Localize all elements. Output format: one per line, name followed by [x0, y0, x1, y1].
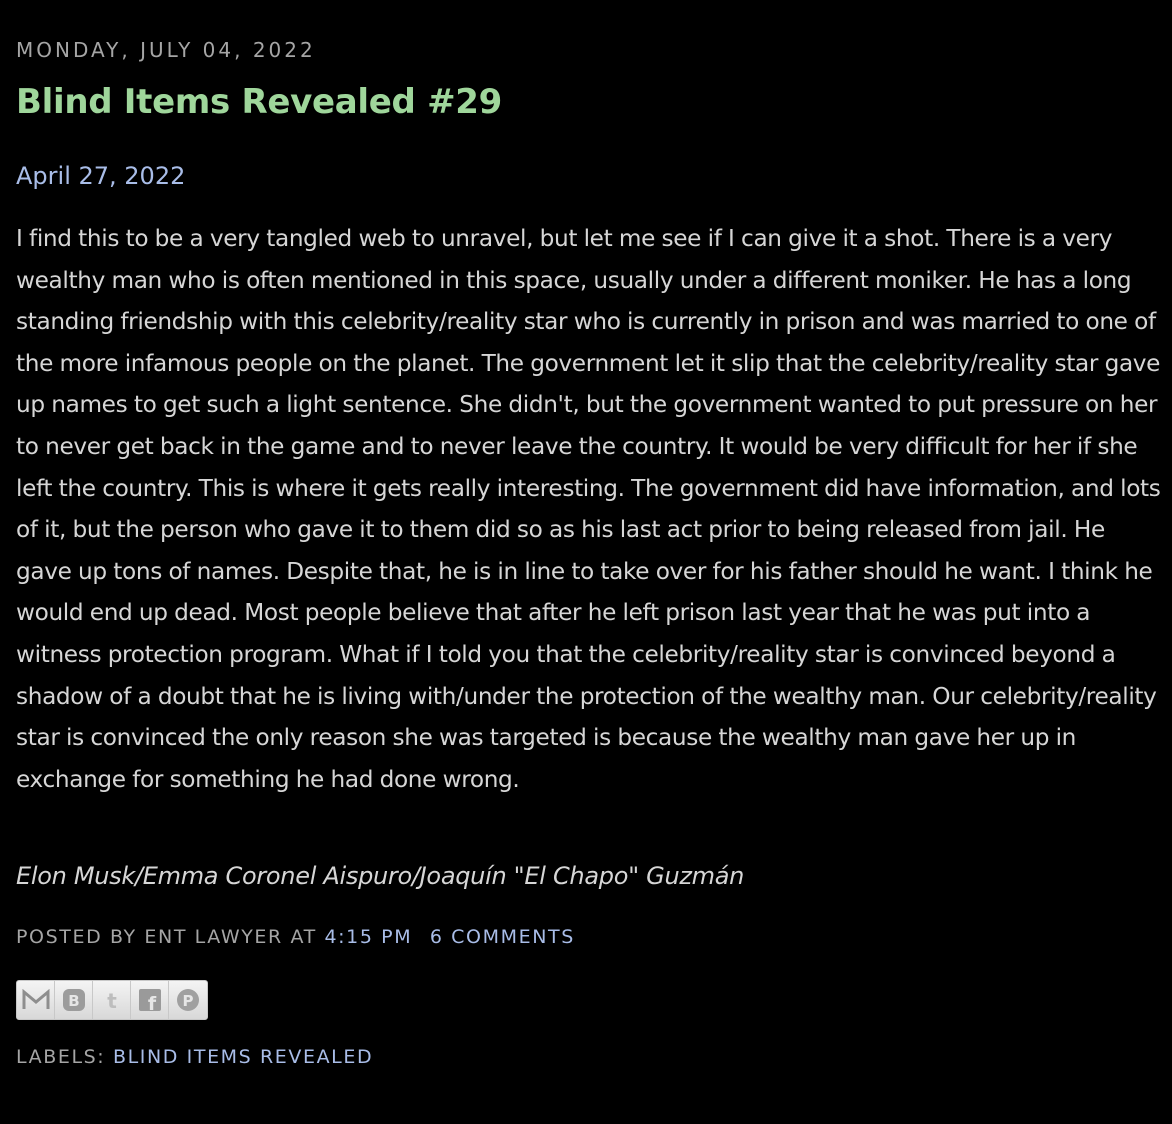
svg-text:t: t [106, 989, 117, 1013]
date-header: MONDAY, JULY 04, 2022 [16, 38, 316, 62]
comments-link[interactable]: 6 COMMENTS [429, 926, 575, 948]
post-labels [16, 1046, 373, 1068]
svg-text:f: f [147, 993, 156, 1013]
blogger-icon [61, 987, 87, 1013]
email-icon [22, 989, 50, 1011]
facebook-icon [137, 987, 163, 1013]
post-time-link[interactable]: 4:15 PM [324, 926, 413, 948]
reveal-answer: Elon Musk/Emma Coronel Aispuro/Joaquín "El Chapo" Guzmán [16, 862, 745, 890]
email-share-button[interactable] [17, 981, 55, 1019]
label-link-blind-items-revealed[interactable]: BLIND ITEMS REVEALED [112, 1046, 374, 1068]
twitter-share-button[interactable] [93, 981, 131, 1019]
twitter-icon [99, 987, 125, 1013]
labels-prefix: LABELS: [16, 1046, 106, 1068]
svg-text:B: B [67, 992, 80, 1010]
item-date: April 27, 2022 [16, 162, 186, 190]
share-buttons [16, 980, 208, 1020]
svg-text:P: P [182, 992, 194, 1010]
post-body: I find this to be a very tangled web to unravel, but let me see if I can give it a shot. There is a very wealthy man who is often mentioned in this space, usually under a different moniker. He has a long standing friendship with this celebrity/reality star who is currently in prison and was married to one of the more infamous people on the planet. The government let it slip that the celebrity/reality star gave up names to get such a light sentence. She didn't, but the government wanted to put pressure on her to never get back in the game and to never leave the country. It would be very difficult for her if she left the country. This is where it gets really interesting. The government did have information, and lots of it, but the person who gave it to them did so as his last act prior to being released from jail. He gave up tons of names. Despite that, he is in line to take over for his father should he want. I think he would end up dead. Most people believe that after he left prison last year that he was put into a witness protection program. What if I told you that the celebrity/reality star is convinced beyond a shadow of a doubt that he is living with/under the protection of the wealthy man. Our celebrity/reality star is convinced the only reason she was targeted is because the wealthy man gave her up in exchange for something he had done wrong. [16, 225, 1161, 793]
pinterest-share-button[interactable] [169, 981, 207, 1019]
blogger-share-button[interactable] [55, 981, 93, 1019]
facebook-share-button[interactable] [131, 981, 169, 1019]
posted-by-text: POSTED BY ENT LAWYER AT [16, 926, 317, 948]
post-footer [16, 926, 575, 948]
pinterest-icon [175, 987, 201, 1013]
post-title[interactable]: Blind Items Revealed #29 [16, 82, 502, 122]
